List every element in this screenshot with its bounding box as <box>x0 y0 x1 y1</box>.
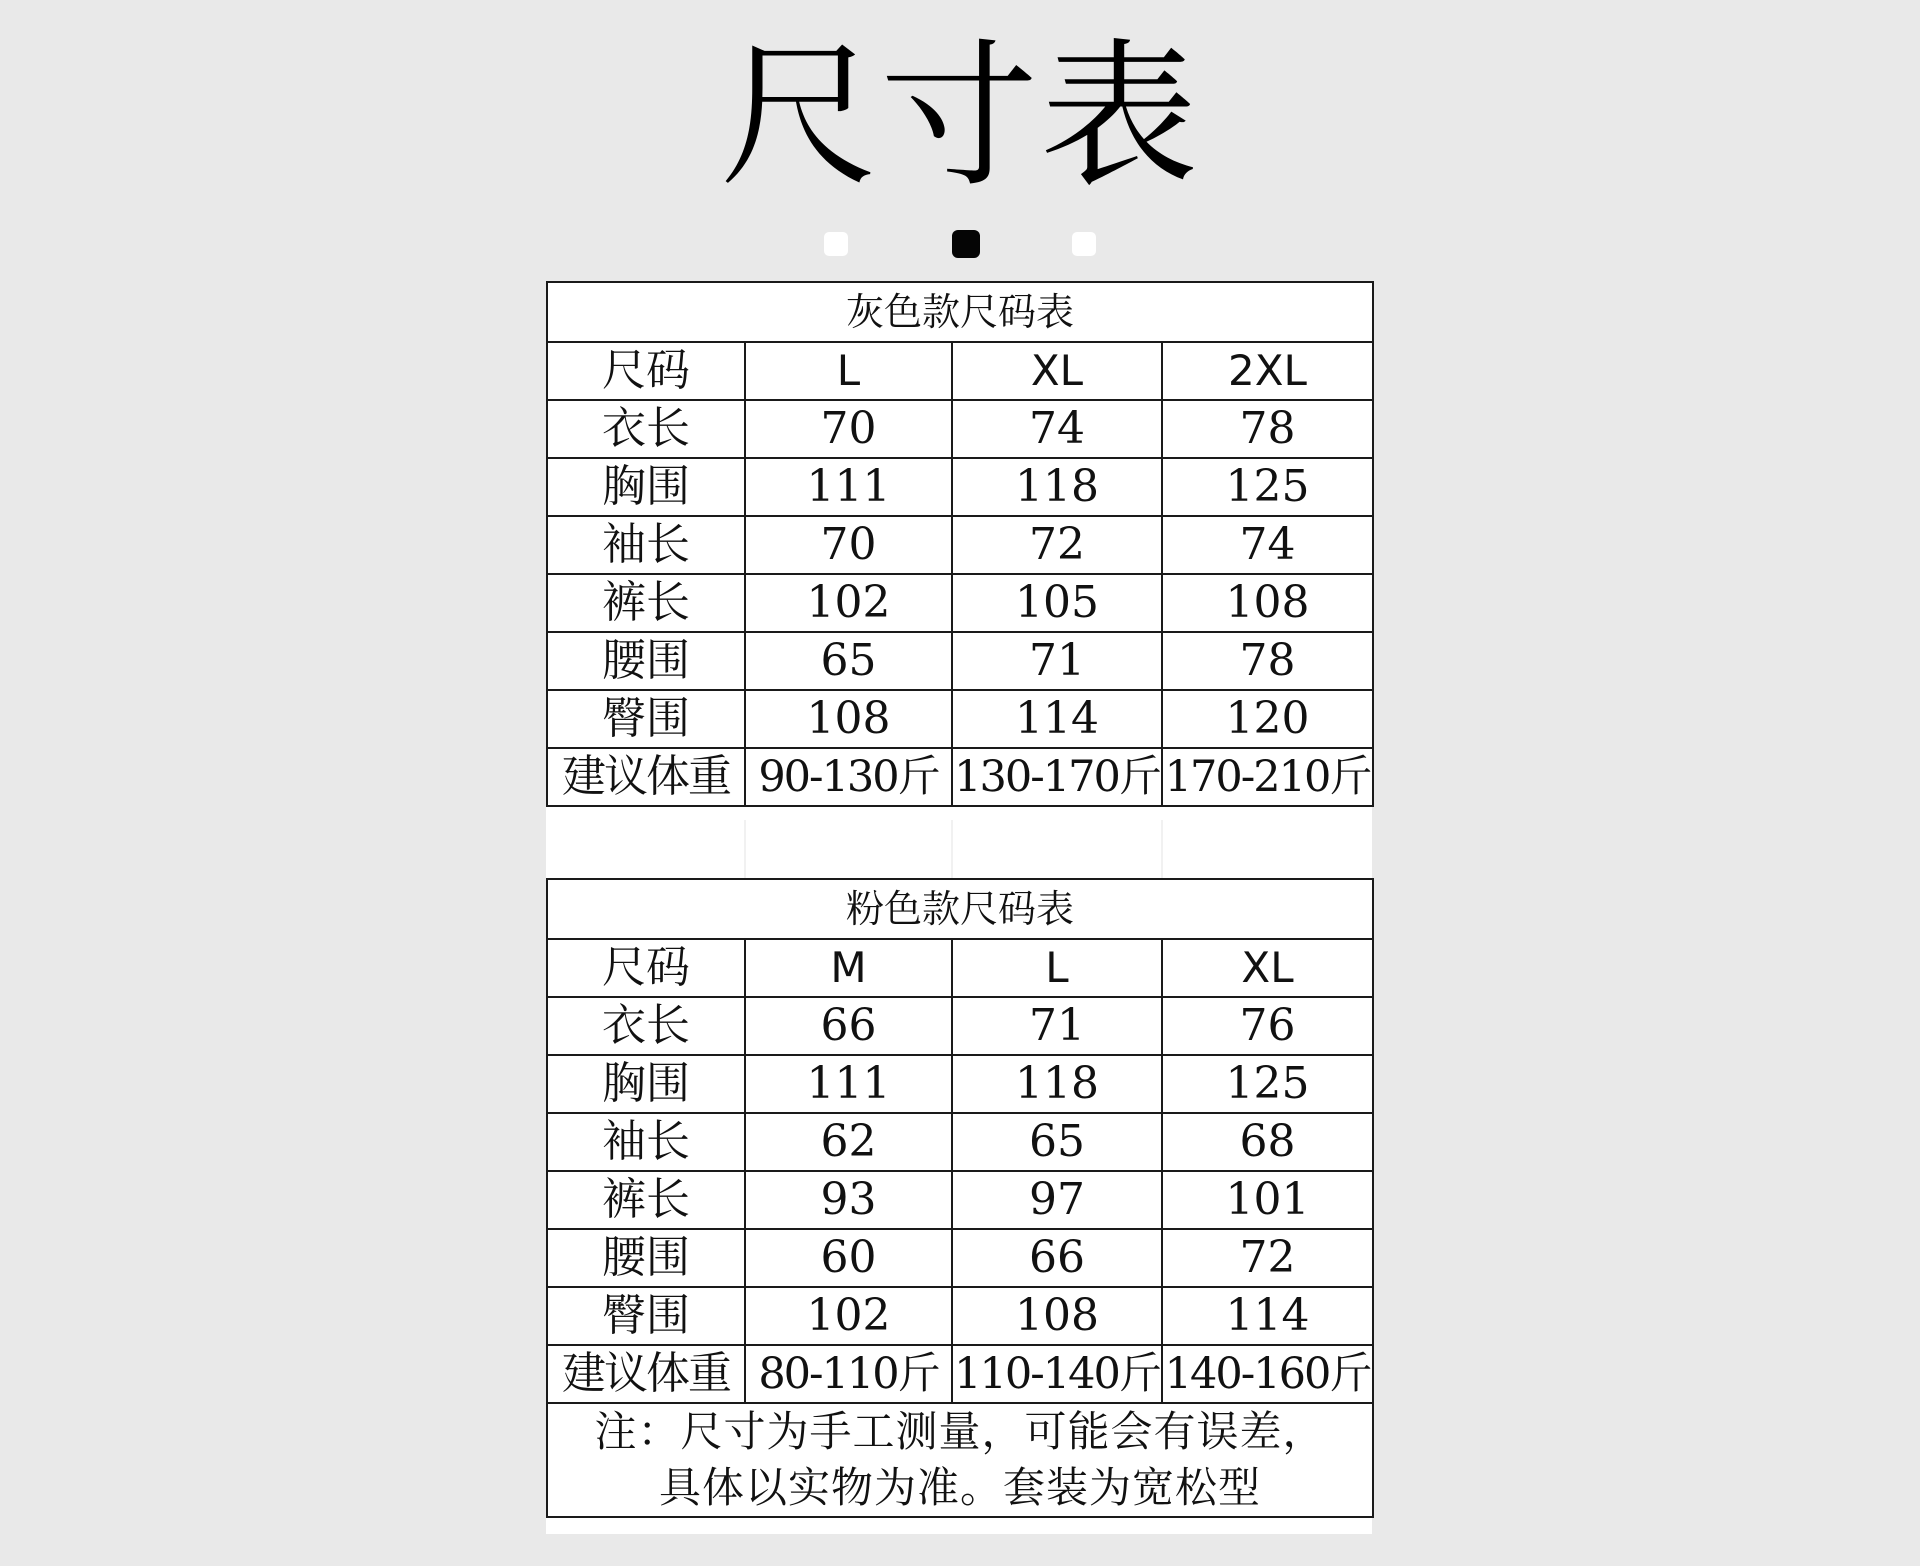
table-cell: 114 <box>1162 1287 1373 1345</box>
row-label: 臀围 <box>547 690 745 748</box>
table-cell: 108 <box>745 690 952 748</box>
table-row <box>547 997 1373 1055</box>
carousel-dot-3[interactable] <box>1072 232 1096 256</box>
header-cell: L <box>745 342 952 400</box>
note-line-2: 具体以实物为准。套装为宽松型 <box>659 1463 1262 1512</box>
table-cell: 70 <box>745 516 952 574</box>
table-cell: 66 <box>952 1229 1162 1287</box>
table-row <box>547 458 1373 516</box>
table-title: 灰色款尺码表 <box>547 282 1373 342</box>
row-label: 胸围 <box>547 458 745 516</box>
table-cell: 110-140斤 <box>952 1345 1162 1403</box>
table-row <box>547 748 1373 806</box>
table-cell: 80-110斤 <box>745 1345 952 1403</box>
table-row <box>547 1171 1373 1229</box>
table-row <box>547 400 1373 458</box>
table-header-row <box>547 342 1373 400</box>
note-row <box>547 1403 1373 1517</box>
table-cell: 102 <box>745 1287 952 1345</box>
table-cell: 93 <box>745 1171 952 1229</box>
header-cell: L <box>952 939 1162 997</box>
table-cell: 71 <box>952 997 1162 1055</box>
table-spacer <box>546 820 1372 878</box>
faint-divider <box>744 820 746 878</box>
table-title-row <box>547 879 1373 939</box>
table-row <box>547 516 1373 574</box>
table-cell: 76 <box>1162 997 1373 1055</box>
table-cell: 66 <box>745 997 952 1055</box>
table-title-row <box>547 282 1373 342</box>
table-cell: 108 <box>1162 574 1373 632</box>
table-cell: 78 <box>1162 400 1373 458</box>
header-cell: XL <box>952 342 1162 400</box>
table-cell: 71 <box>952 632 1162 690</box>
table-cell: 74 <box>952 400 1162 458</box>
table-cell: 114 <box>952 690 1162 748</box>
carousel-dot-1[interactable] <box>824 232 848 256</box>
header-cell: M <box>745 939 952 997</box>
table-row <box>547 1287 1373 1345</box>
measurement-note <box>547 1403 1373 1517</box>
note-line-1: 注：尺寸为手工测量，可能会有误差， <box>594 1407 1326 1456</box>
table-cell: 130-170斤 <box>952 748 1162 806</box>
table-cell: 97 <box>952 1171 1162 1229</box>
table-cell: 65 <box>952 1113 1162 1171</box>
table-row <box>547 1113 1373 1171</box>
row-label: 袖长 <box>547 516 745 574</box>
table-cell: 108 <box>952 1287 1162 1345</box>
table-cell: 74 <box>1162 516 1373 574</box>
table-cell: 68 <box>1162 1113 1373 1171</box>
table-cell: 118 <box>952 1055 1162 1113</box>
table-cell: 62 <box>745 1113 952 1171</box>
faint-divider <box>951 820 953 878</box>
header-cell: XL <box>1162 939 1373 997</box>
table-title: 粉色款尺码表 <box>547 879 1373 939</box>
row-label: 袖长 <box>547 1113 745 1171</box>
table-row <box>547 1055 1373 1113</box>
table-cell: 125 <box>1162 1055 1373 1113</box>
row-label: 腰围 <box>547 632 745 690</box>
header-cell: 2XL <box>1162 342 1373 400</box>
table-cell: 72 <box>952 516 1162 574</box>
table-cell: 101 <box>1162 1171 1373 1229</box>
carousel-dot-2-active[interactable] <box>952 230 980 258</box>
table-row <box>547 1345 1373 1403</box>
table-cell: 111 <box>745 458 952 516</box>
row-label: 建议体重 <box>547 748 745 806</box>
table-row <box>547 1229 1373 1287</box>
row-label: 臀围 <box>547 1287 745 1345</box>
table-cell: 90-130斤 <box>745 748 952 806</box>
header-cell: 尺码 <box>547 342 745 400</box>
table-cell: 120 <box>1162 690 1373 748</box>
row-label: 裤长 <box>547 574 745 632</box>
row-label: 建议体重 <box>547 1345 745 1403</box>
row-label: 胸围 <box>547 1055 745 1113</box>
table-cell: 170-210斤 <box>1162 748 1373 806</box>
table-cell: 140-160斤 <box>1162 1345 1373 1403</box>
table-row <box>547 632 1373 690</box>
table-cell: 60 <box>745 1229 952 1287</box>
table-cell: 118 <box>952 458 1162 516</box>
table-cell: 105 <box>952 574 1162 632</box>
row-label: 腰围 <box>547 1229 745 1287</box>
table-cell: 125 <box>1162 458 1373 516</box>
table-cell: 72 <box>1162 1229 1373 1287</box>
row-label: 衣长 <box>547 400 745 458</box>
row-label: 衣长 <box>547 997 745 1055</box>
table-cell: 111 <box>745 1055 952 1113</box>
table-cell: 65 <box>745 632 952 690</box>
table-header-row <box>547 939 1373 997</box>
gray-size-table <box>546 281 1374 807</box>
row-label: 裤长 <box>547 1171 745 1229</box>
page-title: 尺寸表 <box>720 25 1200 209</box>
carousel-indicator <box>0 232 1920 258</box>
faint-divider <box>1161 820 1163 878</box>
table-cell: 70 <box>745 400 952 458</box>
table-cell: 78 <box>1162 632 1373 690</box>
table-row <box>547 574 1373 632</box>
table-cell: 102 <box>745 574 952 632</box>
size-chart-sheet <box>546 281 1372 1534</box>
pink-size-table <box>546 878 1374 1518</box>
table-row <box>547 690 1373 748</box>
header-cell: 尺码 <box>547 939 745 997</box>
